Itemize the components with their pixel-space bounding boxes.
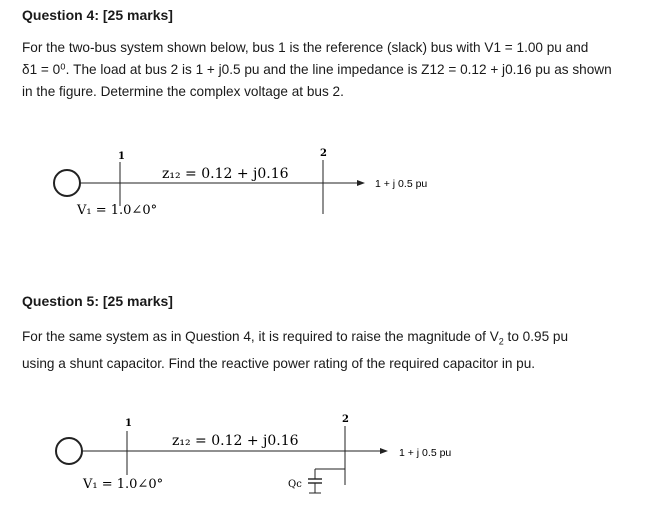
question-5-title: Question 5: [25 marks] [22, 293, 173, 309]
bus-1-label: 1 [118, 151, 125, 162]
impedance-label: z₁₂ = 0.12 + j0.16 [162, 166, 289, 182]
load-arrow-icon [357, 180, 365, 186]
question-5-line-1-subscript: 2 [498, 336, 504, 347]
question-4-diagram [0, 140, 654, 230]
question-5-line-1-end: to 0.95 pu [503, 329, 569, 344]
question-4-text [22, 37, 647, 103]
bus-1-label: 1 [125, 418, 132, 429]
load-label: 1 + j 0.5 pu [375, 178, 428, 190]
generator-icon [56, 438, 82, 464]
question-5-line-1-start: For the same system as in Question 4, it is required to raise the magnitude of V [22, 329, 499, 344]
generator-icon [54, 170, 80, 196]
question-5-line-2: using a shunt capacitor. Find the reactive power rating of the required capacitor in pu. [22, 355, 536, 371]
voltage-label: V₁ = 1.0∠0° [77, 203, 158, 218]
impedance-label: z₁₂ = 0.12 + j0.16 [172, 433, 299, 449]
question-5-text [22, 326, 647, 375]
question-4-line-1: For the two-bus system shown below, bus 1 is the reference (slack) bus with V1 = 1.00 pu and [22, 40, 589, 55]
question-5-diagram [0, 405, 654, 515]
question-4-line-3: in the figure. Determine the complex voltage at bus 2. [22, 84, 344, 99]
capacitor-label: Qc [288, 479, 302, 490]
voltage-label: V₁ = 1.0∠0° [83, 477, 164, 492]
question-4-line-2: δ1 = 0⁰. The load at bus 2 is 1 + j0.5 pu and the line impedance is Z12 = 0.12 + j0.16 pu as shown [22, 62, 612, 77]
bus-2-label: 2 [320, 148, 327, 159]
question-4-title: Question 4: [25 marks] [22, 7, 173, 23]
bus-2-label: 2 [342, 414, 349, 425]
load-arrow-icon [380, 448, 388, 454]
load-label: 1 + j 0.5 pu [399, 447, 452, 459]
question-5-line-1 [22, 326, 647, 353]
